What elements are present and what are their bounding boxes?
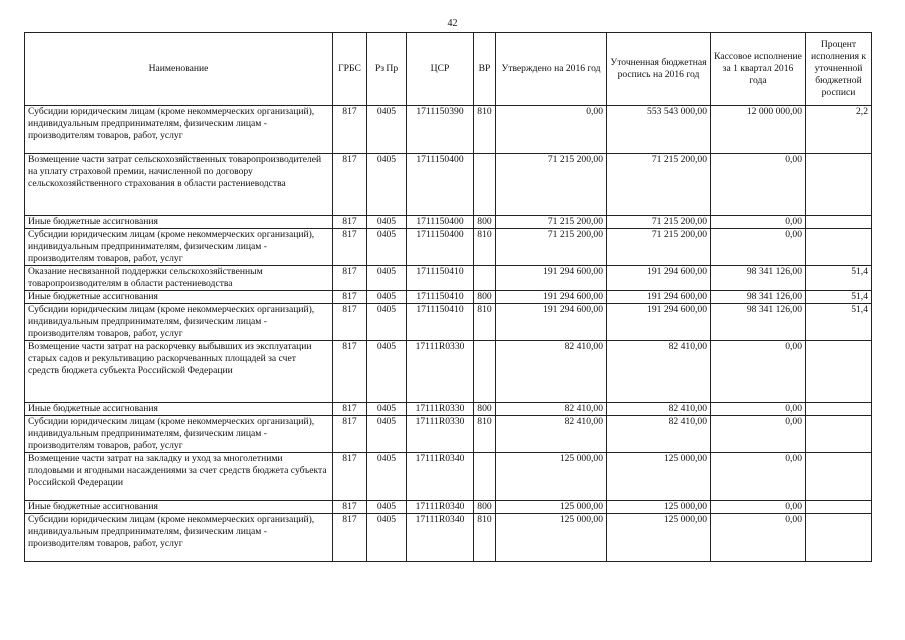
row-csr: 17111R0330 bbox=[407, 403, 474, 416]
row-grbs: 817 bbox=[333, 304, 367, 341]
row-approved: 82 410,00 bbox=[496, 341, 607, 403]
row-rzpr: 0405 bbox=[367, 216, 407, 229]
row-name: Иные бюджетные ассигнования bbox=[25, 291, 333, 304]
row-percent: 51,4 bbox=[806, 304, 872, 341]
row-refined: 191 294 600,00 bbox=[607, 304, 711, 341]
row-percent bbox=[806, 229, 872, 266]
header-refined: Уточненная бюджетная роспись на 2016 год bbox=[607, 33, 711, 106]
row-refined: 71 215 200,00 bbox=[607, 229, 711, 266]
row-rzpr: 0405 bbox=[367, 266, 407, 291]
row-cash: 98 341 126,00 bbox=[711, 291, 806, 304]
row-cash: 0,00 bbox=[711, 514, 806, 562]
row-rzpr: 0405 bbox=[367, 416, 407, 453]
table-row bbox=[25, 266, 872, 291]
row-approved: 191 294 600,00 bbox=[496, 304, 607, 341]
row-percent bbox=[806, 416, 872, 453]
table-row bbox=[25, 304, 872, 341]
row-vr: 800 bbox=[474, 403, 496, 416]
row-approved: 82 410,00 bbox=[496, 416, 607, 453]
row-approved: 71 215 200,00 bbox=[496, 229, 607, 266]
row-vr: 810 bbox=[474, 304, 496, 341]
row-refined: 71 215 200,00 bbox=[607, 216, 711, 229]
row-cash: 98 341 126,00 bbox=[711, 266, 806, 291]
row-grbs: 817 bbox=[333, 266, 367, 291]
row-vr: 800 bbox=[474, 291, 496, 304]
row-percent bbox=[806, 341, 872, 403]
row-vr: 800 bbox=[474, 216, 496, 229]
row-csr: 1711150400 bbox=[407, 154, 474, 216]
table-row bbox=[25, 514, 872, 562]
row-rzpr: 0405 bbox=[367, 501, 407, 514]
row-rzpr: 0405 bbox=[367, 514, 407, 562]
row-csr: 1711150410 bbox=[407, 266, 474, 291]
row-grbs: 817 bbox=[333, 514, 367, 562]
row-refined: 71 215 200,00 bbox=[607, 154, 711, 216]
row-approved: 125 000,00 bbox=[496, 514, 607, 562]
row-grbs: 817 bbox=[333, 403, 367, 416]
row-cash: 0,00 bbox=[711, 229, 806, 266]
row-name: Субсидии юридическим лицам (кроме некоммерческих организаций), индивидуальным предпринимателям, физическим лицам - производителям товаров, работ, услуг bbox=[25, 229, 333, 266]
row-csr: 1711150410 bbox=[407, 304, 474, 341]
row-name: Иные бюджетные ассигнования bbox=[25, 216, 333, 229]
table-row bbox=[25, 341, 872, 403]
row-approved: 191 294 600,00 bbox=[496, 291, 607, 304]
row-percent bbox=[806, 216, 872, 229]
row-percent bbox=[806, 501, 872, 514]
row-refined: 82 410,00 bbox=[607, 403, 711, 416]
row-vr bbox=[474, 341, 496, 403]
row-cash: 98 341 126,00 bbox=[711, 304, 806, 341]
table-row bbox=[25, 216, 872, 229]
row-cash: 0,00 bbox=[711, 453, 806, 501]
row-rzpr: 0405 bbox=[367, 291, 407, 304]
row-csr: 1711150410 bbox=[407, 291, 474, 304]
table-row bbox=[25, 453, 872, 501]
table-row bbox=[25, 403, 872, 416]
budget-table bbox=[24, 32, 872, 562]
row-csr: 17111R0340 bbox=[407, 453, 474, 501]
row-rzpr: 0405 bbox=[367, 341, 407, 403]
row-csr: 1711150400 bbox=[407, 229, 474, 266]
row-name: Возмещение части затрат на раскорчевку выбывших из эксплуатации старых садов и рекультивацию раскорчеванных площадей за счет средств бюджета субъекта Российской Федерации bbox=[25, 341, 333, 403]
header-grbs: ГРБС bbox=[333, 33, 367, 106]
row-vr bbox=[474, 453, 496, 501]
header-csr: ЦСР bbox=[407, 33, 474, 106]
table-row bbox=[25, 154, 872, 216]
row-cash: 12 000 000,00 bbox=[711, 106, 806, 154]
row-name: Оказание несвязанной поддержки сельскохозяйственным товаропроизводителям в области растениеводства bbox=[25, 266, 333, 291]
table-row bbox=[25, 229, 872, 266]
row-vr: 800 bbox=[474, 501, 496, 514]
table-row bbox=[25, 106, 872, 154]
header-approved: Утверждено на 2016 год bbox=[496, 33, 607, 106]
row-cash: 0,00 bbox=[711, 501, 806, 514]
row-percent bbox=[806, 403, 872, 416]
row-name: Субсидии юридическим лицам (кроме некоммерческих организаций), индивидуальным предпринимателям, физическим лицам - производителям товаров, работ, услуг bbox=[25, 514, 333, 562]
row-refined: 125 000,00 bbox=[607, 514, 711, 562]
row-name: Возмещение части затрат на закладку и уход за многолетними плодовыми и ягодными насаждениями за счет средств бюджета субъекта Российской Федерации bbox=[25, 453, 333, 501]
row-refined: 82 410,00 bbox=[607, 341, 711, 403]
row-name: Иные бюджетные ассигнования bbox=[25, 501, 333, 514]
row-name: Возмещение части затрат сельскохозяйственных товаропроизводителей на уплату страховой премии, начисленной по договору сельскохозяйственного страхования в области растениеводства bbox=[25, 154, 333, 216]
row-grbs: 817 bbox=[333, 453, 367, 501]
row-approved: 0,00 bbox=[496, 106, 607, 154]
row-refined: 191 294 600,00 bbox=[607, 291, 711, 304]
row-approved: 82 410,00 bbox=[496, 403, 607, 416]
row-vr bbox=[474, 266, 496, 291]
row-grbs: 817 bbox=[333, 154, 367, 216]
row-vr: 810 bbox=[474, 229, 496, 266]
row-percent: 51,4 bbox=[806, 291, 872, 304]
row-refined: 191 294 600,00 bbox=[607, 266, 711, 291]
row-csr: 17111R0330 bbox=[407, 416, 474, 453]
row-grbs: 817 bbox=[333, 416, 367, 453]
row-name: Субсидии юридическим лицам (кроме некоммерческих организаций), индивидуальным предпринимателям, физическим лицам - производителям товаров, работ, услуг bbox=[25, 304, 333, 341]
header-percent: Процент исполнения к уточненной бюджетной росписи bbox=[806, 33, 872, 106]
row-name: Иные бюджетные ассигнования bbox=[25, 403, 333, 416]
row-percent bbox=[806, 154, 872, 216]
row-percent bbox=[806, 514, 872, 562]
header-cash: Кассовое исполнение за 1 квартал 2016 года bbox=[711, 33, 806, 106]
row-cash: 0,00 bbox=[711, 154, 806, 216]
row-percent bbox=[806, 453, 872, 501]
row-name: Субсидии юридическим лицам (кроме некоммерческих организаций), индивидуальным предпринимателям, физическим лицам - производителям товаров, работ, услуг bbox=[25, 106, 333, 154]
row-vr: 810 bbox=[474, 106, 496, 154]
row-refined: 553 543 000,00 bbox=[607, 106, 711, 154]
row-percent: 2,2 bbox=[806, 106, 872, 154]
row-cash: 0,00 bbox=[711, 216, 806, 229]
page-number: 42 bbox=[447, 18, 458, 29]
row-rzpr: 0405 bbox=[367, 106, 407, 154]
row-rzpr: 0405 bbox=[367, 453, 407, 501]
row-approved: 125 000,00 bbox=[496, 453, 607, 501]
row-approved: 191 294 600,00 bbox=[496, 266, 607, 291]
row-grbs: 817 bbox=[333, 291, 367, 304]
row-grbs: 817 bbox=[333, 341, 367, 403]
row-vr: 810 bbox=[474, 416, 496, 453]
row-approved: 71 215 200,00 bbox=[496, 154, 607, 216]
table-row bbox=[25, 416, 872, 453]
row-csr: 1711150400 bbox=[407, 216, 474, 229]
row-percent: 51,4 bbox=[806, 266, 872, 291]
row-approved: 71 215 200,00 bbox=[496, 216, 607, 229]
row-grbs: 817 bbox=[333, 216, 367, 229]
table-row bbox=[25, 291, 872, 304]
header-name: Наименование bbox=[25, 33, 333, 106]
row-refined: 125 000,00 bbox=[607, 453, 711, 501]
row-name: Субсидии юридическим лицам (кроме некоммерческих организаций), индивидуальным предпринимателям, физическим лицам - производителям товаров, работ, услуг bbox=[25, 416, 333, 453]
row-vr bbox=[474, 154, 496, 216]
row-csr: 1711150390 bbox=[407, 106, 474, 154]
row-rzpr: 0405 bbox=[367, 304, 407, 341]
row-approved: 125 000,00 bbox=[496, 501, 607, 514]
row-csr: 17111R0340 bbox=[407, 514, 474, 562]
row-csr: 17111R0340 bbox=[407, 501, 474, 514]
header-rzpr: Рз Пр bbox=[367, 33, 407, 106]
table-row bbox=[25, 501, 872, 514]
row-csr: 17111R0330 bbox=[407, 341, 474, 403]
row-refined: 82 410,00 bbox=[607, 416, 711, 453]
row-cash: 0,00 bbox=[711, 416, 806, 453]
row-cash: 0,00 bbox=[711, 403, 806, 416]
row-vr: 810 bbox=[474, 514, 496, 562]
row-refined: 125 000,00 bbox=[607, 501, 711, 514]
row-rzpr: 0405 bbox=[367, 229, 407, 266]
header-row bbox=[25, 33, 872, 106]
row-grbs: 817 bbox=[333, 106, 367, 154]
row-grbs: 817 bbox=[333, 501, 367, 514]
header-vr: ВР bbox=[474, 33, 496, 106]
row-rzpr: 0405 bbox=[367, 403, 407, 416]
row-cash: 0,00 bbox=[711, 341, 806, 403]
row-rzpr: 0405 bbox=[367, 154, 407, 216]
row-grbs: 817 bbox=[333, 229, 367, 266]
